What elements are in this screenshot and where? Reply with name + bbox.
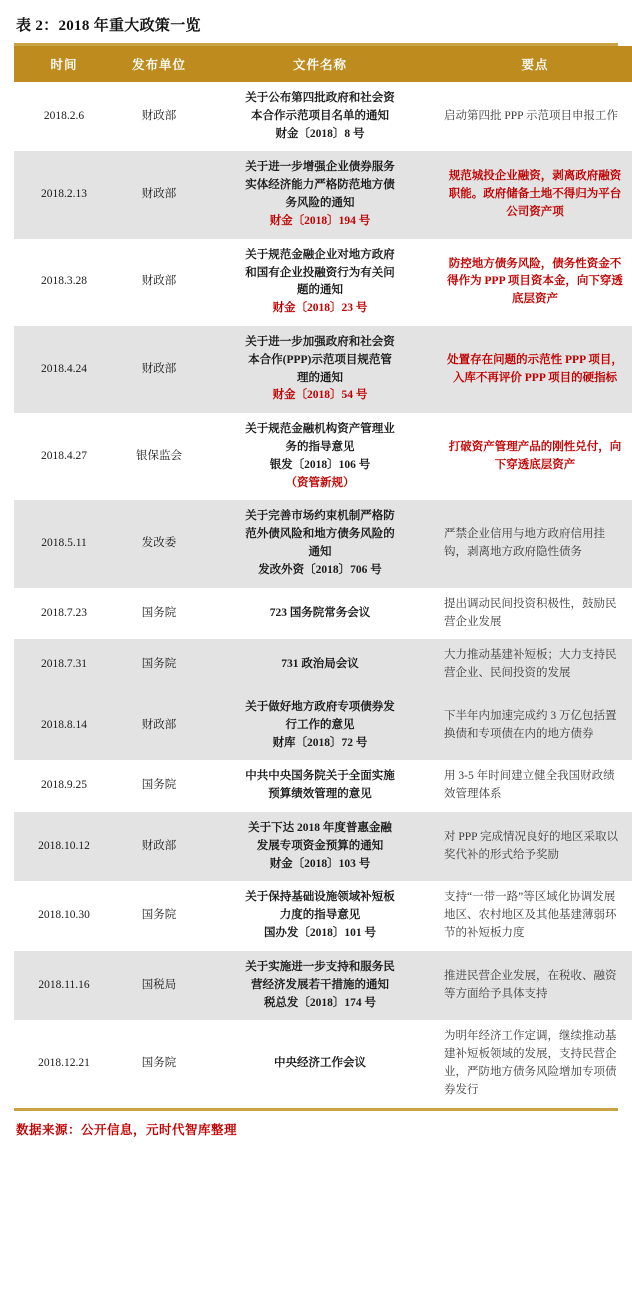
document-line: 关于下达 2018 年度普惠金融 [248, 822, 392, 834]
cell-organization: 财政部 [114, 326, 204, 413]
cell-document-name [204, 760, 436, 812]
cell-organization: 财政部 [114, 151, 204, 238]
document-line: 关于完善市场约束机制严格防 [245, 510, 395, 523]
source-note: 数据来源：公开信息，元时代智库整理 [16, 1122, 238, 1137]
document-line: 和国有企业投融资行为有关问 [245, 266, 395, 279]
cell-organization: 发改委 [114, 500, 204, 587]
cell-key-point: 打破资产管理产品的刚性兑付，向下穿透底层资产 [436, 413, 632, 500]
document-line: 银发〔2018〕106 号 [269, 458, 371, 471]
table-row [14, 691, 632, 760]
document-line: 发展专项资金预算的通知 [256, 839, 384, 852]
document-line: 财金〔2018〕8 号 [275, 127, 365, 140]
document-line: 本合作(PPP)示范项目规范管 [248, 353, 392, 366]
document-line: 关于进一步增强企业债券服务 [245, 161, 395, 174]
cell-date: 2018.9.25 [14, 760, 114, 812]
document-line: 务的指导意见 [285, 441, 355, 453]
document-line: 国办发〔2018〕101 号 [263, 927, 377, 940]
table-row [14, 239, 632, 326]
cell-key-point: 规范城投企业融资，剥离政府融资职能。政府储备土地不得归为平台公司资产项 [436, 151, 632, 238]
cell-organization: 国务院 [114, 588, 204, 640]
document-line: 关于实施进一步支持和服务民 [245, 960, 395, 973]
document-line: 税总发〔2018〕174 号 [263, 996, 377, 1009]
table-row [14, 151, 632, 238]
cell-organization: 财政部 [114, 812, 204, 881]
document-line: 行工作的意见 [285, 718, 355, 731]
cell-date: 2018.10.30 [14, 881, 114, 950]
document-line: 财金〔2018〕194 号 [269, 214, 371, 227]
cell-date: 2018.8.14 [14, 691, 114, 760]
document-line: 关于做好地方政府专项债券发 [245, 700, 395, 713]
cell-document-name [204, 588, 436, 640]
cell-document-name [204, 413, 436, 500]
cell-document-name [204, 239, 436, 326]
document-line: 关于进一步加强政府和社会资 [245, 335, 395, 348]
cell-date: 2018.2.6 [14, 82, 114, 151]
cell-document-name [204, 82, 436, 151]
table-row [14, 82, 632, 151]
table-header [14, 46, 632, 82]
table-row [14, 639, 632, 691]
cell-document-name [204, 151, 436, 238]
table-row [14, 881, 632, 950]
cell-document-name [204, 1020, 436, 1107]
cell-key-point: 大力推动基建补短板；大力支持民营企业、民间投资的发展 [436, 639, 632, 691]
cell-key-point: 防控地方债务风险，债务性资金不得作为 PPP 项目资本金，向下穿透底层资产 [436, 239, 632, 326]
cell-date: 2018.7.23 [14, 588, 114, 640]
cell-key-point: 下半年内加速完成约 3 万亿包括置换债和专项债在内的地方债券 [436, 691, 632, 760]
cell-date: 2018.5.11 [14, 500, 114, 587]
cell-document-name [204, 691, 436, 760]
cell-organization: 国务院 [114, 1020, 204, 1107]
document-line: 关于保持基础设施领域补短板 [245, 891, 395, 904]
cell-date: 2018.7.31 [14, 639, 114, 691]
cell-document-name [204, 881, 436, 950]
table-row [14, 812, 632, 881]
cell-key-point: 严禁企业信用与地方政府信用挂钩，剥离地方政府隐性债务 [436, 500, 632, 587]
cell-key-point: 用 3-5 年时间建立健全我国财政绩效管理体系 [436, 760, 632, 812]
document-line: 营经济发展若干措施的通知 [251, 978, 389, 991]
column-header-org: 发布单位 [114, 46, 204, 82]
document-line: 预算绩效管理的意见 [268, 788, 372, 801]
document-line: （资管新规） [285, 476, 355, 489]
cell-organization: 国税局 [114, 951, 204, 1020]
document-line: 通知 [308, 546, 332, 559]
table-row [14, 500, 632, 587]
document-line: 关于规范金融企业对地方政府 [245, 248, 395, 261]
document-line: 财库〔2018〕72 号 [272, 736, 368, 749]
cell-document-name [204, 326, 436, 413]
table-row [14, 760, 632, 812]
cell-date: 2018.2.13 [14, 151, 114, 238]
cell-document-name [204, 812, 436, 881]
document-line: 关于规范金融机构资产管理业 [245, 423, 395, 436]
cell-date: 2018.10.12 [14, 812, 114, 881]
column-header-point: 要点 [436, 46, 632, 82]
document-line: 731 政治局会议 [281, 658, 359, 671]
document-line: 中央经济工作会议 [274, 1057, 366, 1070]
cell-key-point: 推进民营企业发展，在税收、融资等方面给予具体支持 [436, 951, 632, 1020]
document-line: 务风险的通知 [285, 197, 355, 210]
table-header-row [14, 46, 632, 82]
document-line: 财金〔2018〕103 号 [269, 857, 371, 870]
document-line: 中共中央国务院关于全面实施 [245, 770, 395, 783]
document-line: 题的通知 [297, 284, 343, 297]
table-row [14, 588, 632, 640]
cell-document-name [204, 951, 436, 1020]
cell-organization: 财政部 [114, 82, 204, 151]
document-line: 实体经济能力严格防范地方债 [245, 179, 395, 192]
table-row [14, 1020, 632, 1107]
cell-date: 2018.11.16 [14, 951, 114, 1020]
table-row [14, 326, 632, 413]
cell-key-point: 处置存在问题的示范性 PPP 项目，入库不再评价 PPP 项目的硬指标 [436, 326, 632, 413]
table-row [14, 413, 632, 500]
cell-date: 2018.4.24 [14, 326, 114, 413]
document-line: 发改外资〔2018〕706 号 [258, 563, 382, 576]
cell-key-point: 对 PPP 完成情况良好的地区采取以奖代补的形式给予奖励 [436, 812, 632, 881]
document-line: 财金〔2018〕54 号 [272, 389, 368, 402]
cell-date: 2018.3.28 [14, 239, 114, 326]
document-line: 本合作示范项目名单的通知 [251, 109, 389, 122]
cell-date: 2018.12.21 [14, 1020, 114, 1107]
table-body [14, 82, 632, 1108]
cell-organization: 财政部 [114, 691, 204, 760]
cell-key-point: 启动第四批 PPP 示范项目申报工作 [436, 82, 632, 151]
document-line: 关于公布第四批政府和社会资 [245, 92, 395, 104]
cell-organization: 国务院 [114, 639, 204, 691]
document-line: 范外债风险和地方债务风险的 [245, 528, 395, 541]
column-header-document: 文件名称 [204, 46, 436, 82]
policy-table [14, 46, 632, 1108]
document-line: 723 国务院常务会议 [269, 606, 371, 619]
cell-key-point: 提出调动民间投资积极性，鼓励民营企业发展 [436, 588, 632, 640]
cell-organization: 国务院 [114, 881, 204, 950]
document-line: 理的通知 [297, 371, 343, 384]
cell-organization: 银保监会 [114, 413, 204, 500]
cell-document-name [204, 639, 436, 691]
cell-organization: 财政部 [114, 239, 204, 326]
document-line: 财金〔2018〕23 号 [272, 302, 368, 315]
cell-key-point: 为明年经济工作定调，继续推动基建补短板领域的发展，支持民营企业，严防地方债务风险增加专项债券发行 [436, 1020, 632, 1107]
cell-date: 2018.4.27 [14, 413, 114, 500]
cell-organization: 国务院 [114, 760, 204, 812]
document-line: 力度的指导意见 [279, 909, 361, 922]
cell-key-point: 支持“一带一路”等区域化协调发展地区、农村地区及其他基建薄弱环节的补短板力度 [436, 881, 632, 950]
cell-document-name [204, 500, 436, 587]
column-header-date: 时间 [14, 46, 114, 82]
page-title: 表 2：2018 年重大政策一览 [16, 18, 201, 34]
table-row [14, 951, 632, 1020]
